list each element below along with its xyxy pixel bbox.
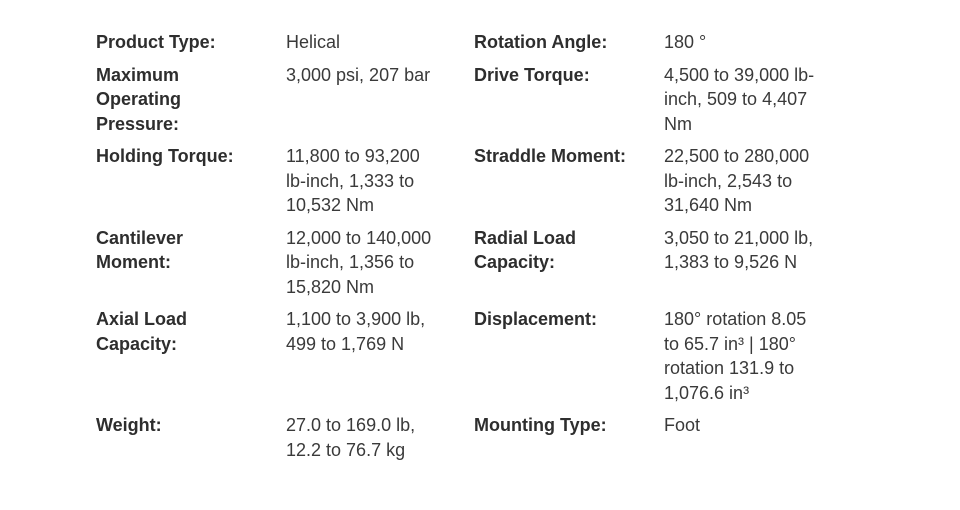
spec-value-cantilever-moment: 12,000 to 140,000 lb-inch, 1,356 to 15,820 Nm (286, 227, 432, 297)
spec-value-displacement: 180° rotation 8.05 to 65.7 in³ | 180° rotation 131.9 to 1,076.6 in³ (664, 309, 807, 403)
spec-value-rotation-angle: 180 ° (664, 32, 707, 52)
spec-label-mounting-type: Mounting Type: (474, 415, 607, 435)
spec-label-straddle-moment: Straddle Moment: (474, 146, 627, 166)
spec-label-product-type: Product Type: (96, 32, 216, 52)
spec-table (96, 30, 864, 462)
spec-value-weight: 27.0 to 169.0 lb, 12.2 to 76.7 kg (286, 415, 416, 460)
spec-value-straddle-moment: 22,500 to 280,000 lb-inch, 2,543 to 31,640 Nm (664, 146, 810, 215)
spec-label-max-operating-pressure: Maximum Operating Pressure: (96, 64, 182, 134)
spec-label-drive-torque: Drive Torque: (474, 64, 590, 85)
spec-label-axial-load-capacity: Axial Load Capacity: (96, 309, 188, 354)
spec-value-max-operating-pressure: 3,000 psi, 207 bar (286, 64, 431, 85)
spec-value-radial-load-capacity: 3,050 to 21,000 lb, 1,383 to 9,526 N (664, 227, 814, 272)
spec-value-holding-torque: 11,800 to 93,200 lb-inch, 1,333 to 10,532 Nm (286, 146, 420, 215)
spec-label-holding-torque: Holding Torque: (96, 146, 234, 166)
spec-label-cantilever-moment: Cantilever Moment: (96, 227, 184, 272)
spec-value-axial-load-capacity: 1,100 to 3,900 lb, 499 to 1,769 N (286, 309, 426, 354)
spec-value-mounting-type: Foot (664, 415, 701, 435)
spec-value-product-type: Helical (286, 32, 341, 52)
spec-label-radial-load-capacity: Radial Load Capacity: (474, 227, 577, 272)
spec-label-rotation-angle: Rotation Angle: (474, 32, 608, 52)
spec-label-weight: Weight: (96, 415, 162, 435)
spec-value-drive-torque: 4,500 to 39,000 lb- inch, 509 to 4,407 Nm (664, 64, 815, 134)
spec-label-displacement: Displacement: (474, 309, 598, 329)
